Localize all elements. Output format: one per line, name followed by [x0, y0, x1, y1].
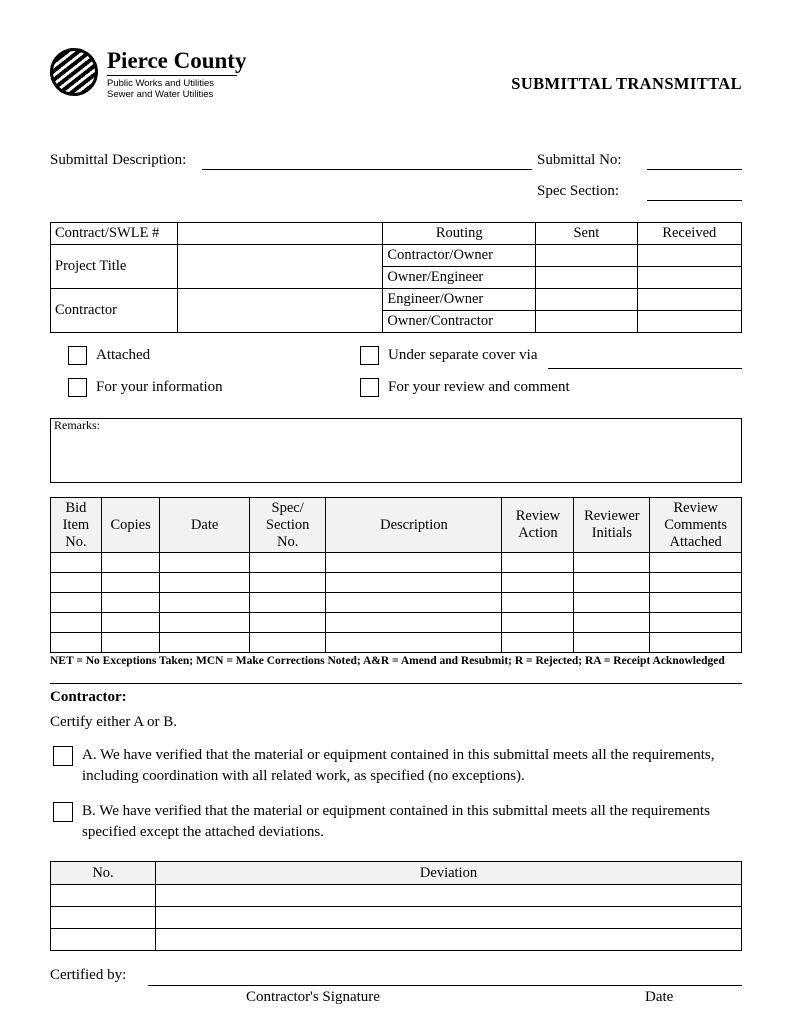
checkbox-attached-box[interactable] — [68, 346, 87, 365]
cell-bid-item-no[interactable] — [51, 573, 102, 593]
cell-copies[interactable] — [101, 633, 160, 653]
checkbox-for-your-information[interactable] — [68, 378, 223, 397]
submittal-description-input[interactable] — [202, 169, 532, 170]
table-row — [51, 223, 742, 245]
table-row — [51, 929, 742, 951]
header-line: Review — [673, 499, 718, 516]
contract-number-label: Contract/SWLE # — [51, 223, 178, 245]
certify-option-a[interactable] — [50, 745, 742, 787]
header-line: Attached — [669, 533, 722, 550]
cell-reviewer-initials[interactable] — [574, 553, 650, 573]
certified-by-label: Certified by: — [50, 967, 127, 983]
header-line: No. — [65, 533, 87, 550]
cell-spec-section[interactable] — [249, 573, 325, 593]
logo-divider — [107, 75, 237, 76]
column-header-date: Date — [160, 498, 250, 553]
routing-row-label-1: Owner/Engineer — [383, 267, 536, 289]
logo-title: Pierce County — [107, 48, 247, 73]
document-content — [50, 46, 742, 1007]
column-header-review-action — [502, 498, 574, 553]
table-row — [51, 633, 742, 653]
submittal-no-label: Submittal No: — [537, 152, 622, 168]
column-header-description: Description — [326, 498, 502, 553]
table-row — [51, 593, 742, 613]
remarks-label: Remarks: — [54, 418, 100, 432]
certify-option-b-label: B. We have verified that the material or equipment contained in this submittal meets all the requirements specified except the attached deviations. — [82, 803, 710, 840]
cell-bid-item-no[interactable] — [51, 593, 102, 613]
pierce-county-logo — [50, 46, 246, 100]
checkbox-option-a-box[interactable] — [53, 746, 73, 766]
cell-description[interactable] — [326, 633, 502, 653]
project-title-label: Project Title — [51, 245, 178, 289]
date-caption: Date — [645, 989, 674, 1005]
table-row — [51, 573, 742, 593]
cell-spec-section[interactable] — [249, 553, 325, 573]
submittal-items-table — [50, 497, 742, 653]
submittal-description-row — [50, 152, 742, 174]
routing-received-1[interactable] — [637, 267, 741, 289]
remarks-box[interactable] — [50, 418, 742, 483]
cell-spec-section[interactable] — [249, 593, 325, 613]
checkbox-separate-cover-box[interactable] — [360, 346, 379, 365]
spec-section-label: Spec Section: — [537, 183, 620, 199]
logo-subtitle-2: Sewer and Water Utilities — [107, 89, 214, 100]
cell-review-action[interactable] — [502, 573, 574, 593]
contractor-input[interactable] — [178, 289, 383, 333]
cell-description[interactable] — [326, 573, 502, 593]
cell-reviewer-initials[interactable] — [574, 593, 650, 613]
signature-input[interactable] — [148, 985, 742, 986]
cell-date[interactable] — [160, 593, 250, 613]
certify-option-b[interactable] — [50, 801, 742, 843]
checkbox-for-review-comment-box[interactable] — [360, 378, 379, 397]
table-header-row — [51, 498, 742, 553]
table-row — [51, 245, 742, 267]
submittal-description-label: Submittal Description: — [50, 152, 187, 168]
cell-description[interactable] — [326, 593, 502, 613]
table-header-row — [51, 862, 742, 885]
cell-copies[interactable] — [101, 593, 160, 613]
cell-copies[interactable] — [101, 573, 160, 593]
section-divider — [50, 683, 742, 684]
header-line: Bid — [65, 499, 87, 516]
separate-cover-input[interactable] — [548, 368, 742, 369]
cell-reviewer-initials[interactable] — [574, 613, 650, 633]
routing-column-header: Routing — [383, 223, 536, 245]
column-header-bid-item-no — [51, 498, 102, 553]
cell-date[interactable] — [160, 553, 250, 573]
cell-deviation-no[interactable] — [51, 907, 156, 929]
cell-date[interactable] — [160, 613, 250, 633]
routing-row-label-3: Owner/Contractor — [383, 311, 536, 333]
cell-spec-section[interactable] — [249, 613, 325, 633]
routing-sent-2[interactable] — [536, 289, 638, 311]
checkbox-option-b-box[interactable] — [53, 802, 73, 822]
routing-received-0[interactable] — [637, 245, 741, 267]
cell-review-comments[interactable] — [650, 553, 742, 573]
routing-sent-0[interactable] — [536, 245, 638, 267]
checkbox-for-your-information-label: For your information — [96, 379, 223, 395]
check-row-2 — [50, 378, 742, 410]
signature-caption: Contractor's Signature — [246, 989, 380, 1005]
contract-routing-table — [50, 222, 742, 333]
contractor-label: Contractor — [51, 289, 178, 333]
routing-sent-3[interactable] — [536, 311, 638, 333]
checkbox-attached-label: Attached — [96, 347, 151, 363]
checkbox-for-review-comment-label: For your review and comment — [388, 379, 570, 395]
header-line: Reviewer — [584, 508, 640, 524]
contractor-section-title: Contractor: — [50, 689, 127, 705]
cell-deviation-no[interactable] — [51, 929, 156, 951]
checkbox-separate-cover[interactable] — [360, 346, 538, 365]
checkbox-for-your-information-box[interactable] — [68, 378, 87, 397]
checkbox-for-review-comment[interactable] — [360, 378, 570, 397]
cell-date[interactable] — [160, 633, 250, 653]
spec-section-row — [50, 183, 742, 205]
sent-column-header: Sent — [536, 223, 638, 245]
received-column-header: Received — [637, 223, 741, 245]
cell-copies[interactable] — [101, 553, 160, 573]
county-seal-icon — [50, 48, 98, 96]
column-header-spec-section-no — [249, 498, 325, 553]
deviation-table — [50, 861, 742, 951]
cell-review-comments[interactable] — [650, 633, 742, 653]
cell-deviation-text[interactable] — [156, 907, 742, 929]
column-header-review-comments-attached — [650, 498, 742, 553]
checkbox-separate-cover-label: Under separate cover via — [388, 347, 538, 363]
routing-row-label-0: Contractor/Owner — [383, 245, 536, 267]
cell-reviewer-initials[interactable] — [574, 573, 650, 593]
routing-received-3[interactable] — [637, 311, 741, 333]
cell-review-comments[interactable] — [650, 613, 742, 633]
cell-spec-section[interactable] — [249, 633, 325, 653]
cell-description[interactable] — [326, 613, 502, 633]
column-header-copies: Copies — [101, 498, 160, 553]
routing-row-label-2: Engineer/Owner — [383, 289, 536, 311]
header-line: Action — [518, 525, 558, 541]
cell-review-comments[interactable] — [650, 573, 742, 593]
cell-date[interactable] — [160, 573, 250, 593]
cell-reviewer-initials[interactable] — [574, 633, 650, 653]
table-row — [51, 553, 742, 573]
page-title: SUBMITTAL TRANSMITTAL — [511, 74, 742, 93]
table-row — [51, 613, 742, 633]
cell-description[interactable] — [326, 553, 502, 573]
spec-section-input[interactable] — [647, 200, 742, 201]
cell-review-action[interactable] — [502, 553, 574, 573]
routing-sent-1[interactable] — [536, 267, 638, 289]
certified-by-section — [50, 967, 742, 1007]
column-header-reviewer-initials — [574, 498, 650, 553]
cell-bid-item-no[interactable] — [51, 613, 102, 633]
cell-bid-item-no[interactable] — [51, 633, 102, 653]
cell-deviation-no[interactable] — [51, 885, 156, 907]
header-line: Section — [265, 516, 310, 533]
submittal-no-input[interactable] — [647, 169, 742, 170]
table-row — [51, 885, 742, 907]
logo-text-block — [107, 46, 246, 100]
check-row-1 — [50, 346, 742, 378]
cell-deviation-text[interactable] — [156, 885, 742, 907]
cell-copies[interactable] — [101, 613, 160, 633]
cell-deviation-text[interactable] — [156, 929, 742, 951]
checkbox-attached[interactable] — [68, 346, 150, 365]
certify-instruction: Certify either A or B. — [50, 714, 178, 730]
logo-subtitle-1: Public Works and Utilities — [107, 78, 215, 89]
table-row — [51, 907, 742, 929]
contract-number-input[interactable] — [178, 223, 383, 245]
header-line: Spec/ — [271, 499, 304, 516]
header-line: No. — [276, 533, 299, 550]
cell-review-action[interactable] — [502, 593, 574, 613]
header-line: Item — [62, 516, 90, 533]
review-action-legend: NET = No Exceptions Taken; MCN = Make Corrections Noted; A&R = Amend and Resubmit; R = Rejected; RA = Receipt Acknowledged — [50, 655, 725, 667]
table-row — [51, 289, 742, 311]
cell-bid-item-no[interactable] — [51, 553, 102, 573]
column-header-deviation: Deviation — [156, 862, 742, 885]
header-line: Review — [515, 508, 561, 524]
cell-review-action[interactable] — [502, 613, 574, 633]
routing-received-2[interactable] — [637, 289, 741, 311]
header-line: Comments — [664, 516, 728, 533]
project-title-input[interactable] — [178, 245, 383, 289]
cell-review-comments[interactable] — [650, 593, 742, 613]
column-header-deviation-no: No. — [51, 862, 156, 885]
document-header — [50, 46, 742, 116]
cell-review-action[interactable] — [502, 633, 574, 653]
certify-option-a-label: A. We have verified that the material or equipment contained in this submittal meets all the requirements, including coordination with all related work, as specified (no exceptions). — [82, 747, 715, 784]
delivery-options — [50, 346, 742, 410]
header-line: Initials — [591, 525, 632, 541]
